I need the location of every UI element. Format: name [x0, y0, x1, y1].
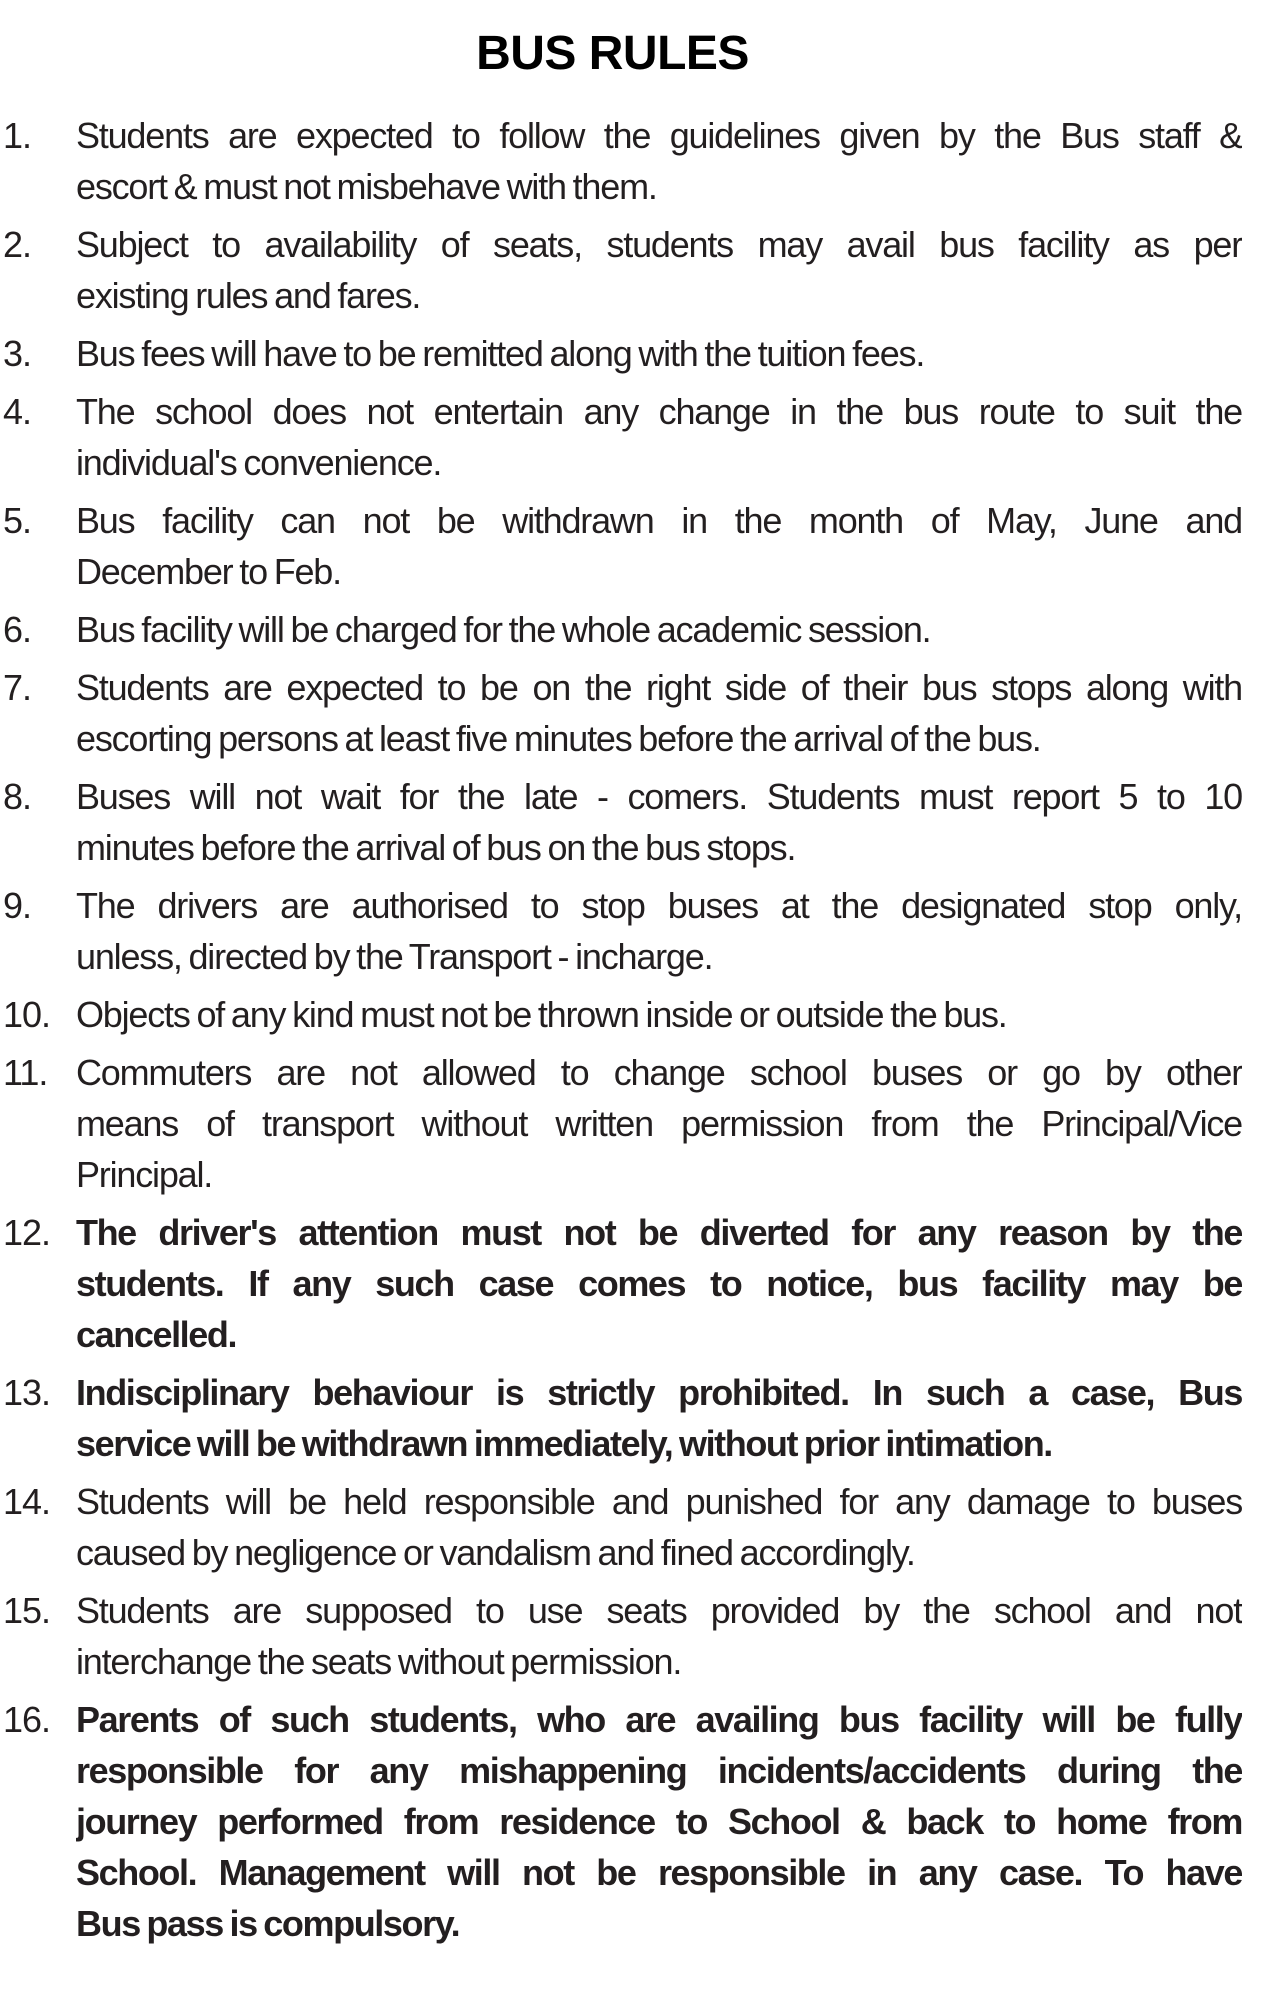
- rule-item: [0, 328, 1269, 379]
- rule-number: 16.: [3, 1699, 51, 1740]
- rule-number: 8.: [3, 776, 32, 817]
- rule-text: [76, 989, 1242, 1040]
- rules-list: [0, 110, 1269, 1956]
- rule-item: [0, 110, 1269, 212]
- rule-text: [76, 1585, 1242, 1687]
- rule-number: 13.: [3, 1372, 51, 1413]
- rule-line: Students are supposed to use seats provided by the school and not: [76, 1590, 1242, 1631]
- rule-line: escort & must not misbehave with them.: [76, 166, 657, 207]
- rule-item: [0, 604, 1269, 655]
- rule-item: [0, 495, 1269, 597]
- rule-number: 15.: [3, 1590, 51, 1631]
- rule-number: 5.: [3, 500, 32, 541]
- rule-line: responsible for any mishappening incidents/accidents during the: [76, 1750, 1242, 1791]
- rule-line: Subject to availability of seats, students may avail bus facility as per: [76, 224, 1242, 265]
- rule-line: minutes before the arrival of bus on the bus stops.: [76, 827, 796, 868]
- rule-line: escorting persons at least five minutes before the arrival of the bus.: [76, 718, 1041, 759]
- rule-number: 12.: [3, 1212, 51, 1253]
- rule-line: December to Feb.: [76, 551, 341, 592]
- rule-line: students. If any such case comes to notice, bus facility may be: [76, 1263, 1242, 1304]
- rule-line: service will be withdrawn immediately, without prior intimation.: [76, 1423, 1052, 1464]
- rule-text: [76, 1694, 1242, 1949]
- rule-line: School. Management will not be responsible in any case. To have: [76, 1852, 1242, 1893]
- rule-line: Students are expected to be on the right side of their bus stops along with: [76, 667, 1242, 708]
- rule-line: existing rules and fares.: [76, 275, 421, 316]
- rule-number: 11.: [3, 1052, 48, 1093]
- rule-number: 3.: [3, 333, 32, 374]
- page-title: BUS RULES: [476, 27, 749, 80]
- rule-number: 1.: [3, 115, 32, 156]
- rule-line: Bus pass is compulsory.: [76, 1903, 460, 1944]
- rule-text: [76, 604, 1242, 655]
- rule-item: [0, 1476, 1269, 1578]
- rule-line: interchange the seats without permission.: [76, 1641, 682, 1682]
- rule-line: Commuters are not allowed to change school buses or go by other: [76, 1052, 1242, 1093]
- rule-text: [76, 1207, 1242, 1360]
- rule-line: Students will be held responsible and punished for any damage to buses: [76, 1481, 1242, 1522]
- rule-item: [0, 219, 1269, 321]
- rule-text: [76, 1476, 1242, 1578]
- rule-number: 9.: [3, 885, 32, 926]
- rule-item: [0, 1047, 1269, 1200]
- rule-line: individual's convenience.: [76, 442, 442, 483]
- rule-text: [76, 328, 1242, 379]
- rule-line: The drivers are authorised to stop buses at the designated stop only,: [76, 885, 1242, 926]
- rule-line: Students are expected to follow the guidelines given by the Bus staff &: [76, 115, 1242, 156]
- rule-line: Parents of such students, who are availing bus facility will be fully: [76, 1699, 1242, 1740]
- rule-line: Objects of any kind must not be thrown inside or outside the bus.: [76, 994, 1007, 1035]
- rule-line: Bus facility will be charged for the whole academic session.: [76, 609, 931, 650]
- rule-line: means of transport without written permission from the Principal/Vice: [76, 1103, 1242, 1144]
- rule-item: [0, 1585, 1269, 1687]
- rule-text: [76, 1367, 1242, 1469]
- rule-number: 7.: [3, 667, 32, 708]
- rule-number: 2.: [3, 224, 32, 265]
- rule-number: 4.: [3, 391, 32, 432]
- rule-line: The school does not entertain any change in the bus route to suit the: [76, 391, 1242, 432]
- rule-line: The driver's attention must not be diverted for any reason by the: [76, 1212, 1242, 1253]
- rule-item: [0, 1694, 1269, 1949]
- rule-number: 10.: [3, 994, 51, 1035]
- rule-line: journey performed from residence to School & back to home from: [76, 1801, 1242, 1842]
- rule-line: cancelled.: [76, 1314, 237, 1355]
- rule-line: Bus facility can not be withdrawn in the month of May, June and: [76, 500, 1242, 541]
- rule-item: [0, 989, 1269, 1040]
- rule-text: [76, 771, 1242, 873]
- rule-text: [76, 386, 1242, 488]
- rule-number: 14.: [3, 1481, 51, 1522]
- rule-item: [0, 662, 1269, 764]
- rule-text: [76, 662, 1242, 764]
- rule-text: [76, 219, 1242, 321]
- rule-line: unless, directed by the Transport - incharge.: [76, 936, 713, 977]
- rule-line: caused by negligence or vandalism and fined accordingly.: [76, 1532, 915, 1573]
- rule-item: [0, 386, 1269, 488]
- rule-text: [76, 495, 1242, 597]
- rule-text: [76, 110, 1242, 212]
- rule-item: [0, 771, 1269, 873]
- rule-text: [76, 880, 1242, 982]
- rule-line: Bus fees will have to be remitted along with the tuition fees.: [76, 333, 925, 374]
- rule-item: [0, 1367, 1269, 1469]
- rule-line: Buses will not wait for the late - comers. Students must report 5 to 10: [76, 776, 1242, 817]
- rule-number: 6.: [3, 609, 32, 650]
- rule-item: [0, 1207, 1269, 1360]
- rule-line: Indisciplinary behaviour is strictly prohibited. In such a case, Bus: [76, 1372, 1242, 1413]
- rule-line: Principal.: [76, 1154, 213, 1195]
- rule-item: [0, 880, 1269, 982]
- rule-text: [76, 1047, 1242, 1200]
